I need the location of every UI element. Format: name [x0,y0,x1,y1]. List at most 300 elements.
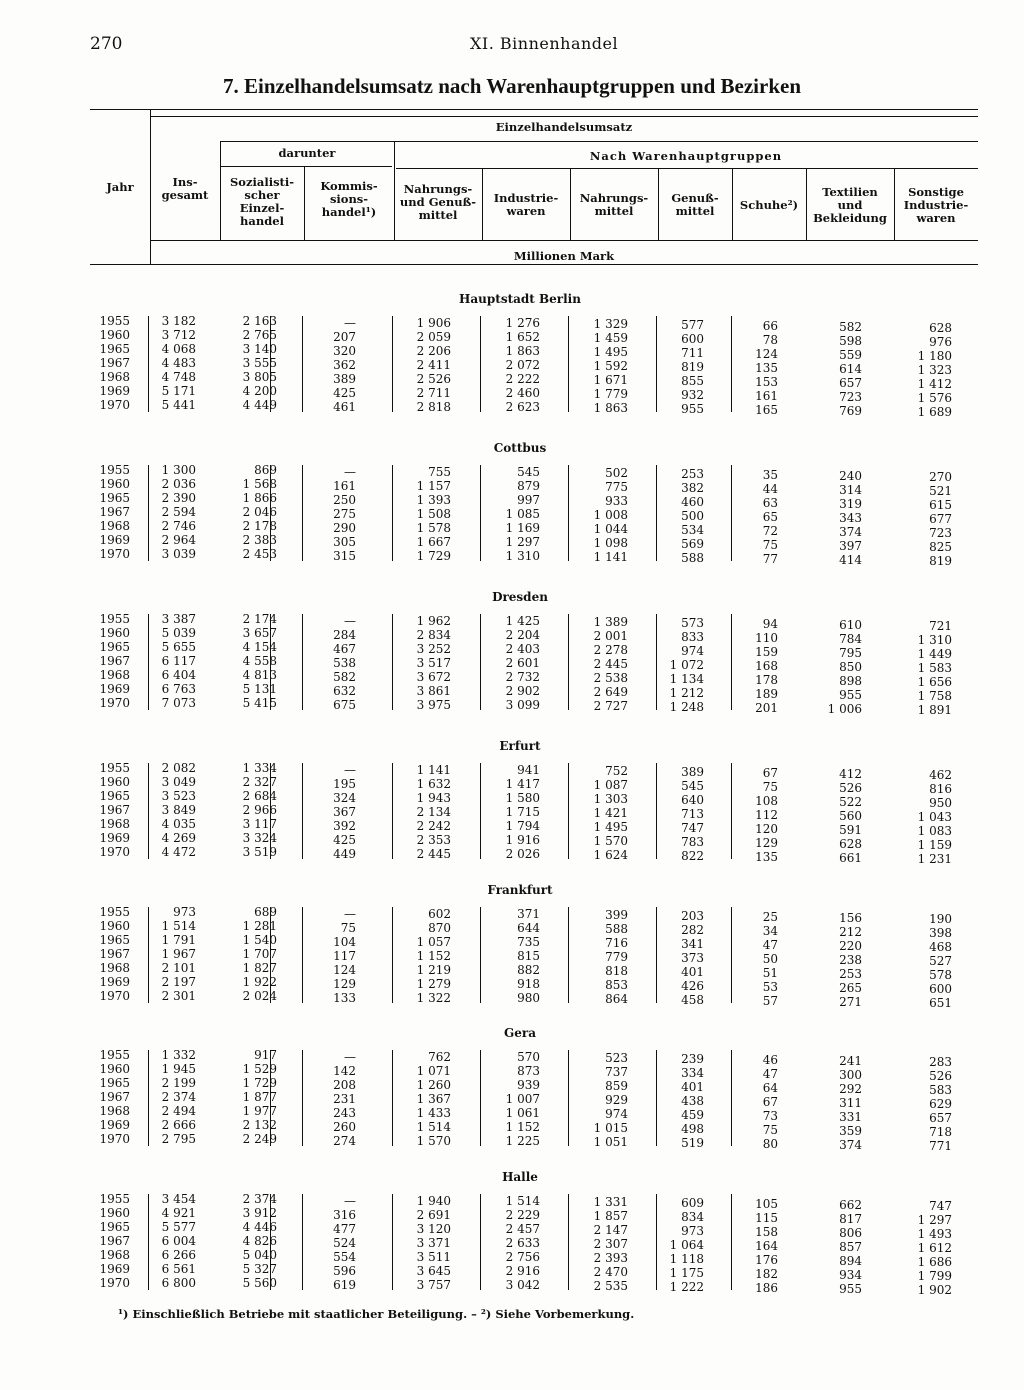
value-cell: 1 667 [416,535,451,549]
value-cell: 129 [755,836,778,850]
value-cell: 135 [755,361,778,375]
value-cell: 392 [333,819,356,833]
value-cell: 632 [333,684,356,698]
year-cell: 1970 [99,1132,130,1146]
value-cell: 769 [839,404,862,418]
value-cell: 290 [333,521,356,535]
year-cell: 1968 [99,961,130,975]
value-cell: 3 371 [416,1236,451,1250]
year-cell: 1967 [99,654,130,668]
year-cell: 1955 [99,612,130,626]
value-cell: 869 [254,463,277,477]
value-cell: 689 [254,905,277,919]
value-cell: 108 [755,794,778,808]
year-cell: 1955 [99,314,130,328]
value-cell: 271 [839,995,862,1009]
value-cell: 320 [333,344,356,358]
value-cell: 461 [333,400,356,414]
value-cell: 186 [755,1281,778,1295]
value-cell: 1 043 [917,810,952,824]
value-cell: 628 [839,837,862,851]
header-rule-units [150,240,978,241]
value-cell: 389 [333,372,356,386]
value-cell: 755 [428,465,451,479]
value-cell: 1 331 [593,1195,628,1209]
value-cell: 1 791 [161,933,196,947]
year-cell: 1970 [99,547,130,561]
value-cell: 260 [333,1120,356,1134]
value-cell: 142 [333,1064,356,1078]
value-cell: 545 [681,779,704,793]
value-cell: 2 601 [505,656,540,670]
value-cell: 2 470 [593,1265,628,1279]
value-cell: 973 [173,905,196,919]
value-cell: 3 672 [416,670,451,684]
column-header: Kommis- sions- handel¹) [320,179,378,219]
value-cell: 110 [755,631,778,645]
value-cell: 934 [839,1268,862,1282]
value-cell: 371 [517,907,540,921]
header-rule-einzelhandel [150,116,978,117]
value-cell: 582 [333,670,356,684]
value-cell: 1 141 [416,763,451,777]
header-darunter: darunter [278,146,336,160]
year-cell: 1968 [99,668,130,682]
value-cell: 315 [333,549,356,563]
value-cell: 933 [605,494,628,508]
value-cell: 3 039 [161,547,196,561]
year-cell: 1969 [99,533,130,547]
value-cell: 2 393 [593,1251,628,1265]
value-cell: 588 [681,551,704,565]
value-cell: 2 082 [161,761,196,775]
value-cell: 112 [755,808,778,822]
value-cell: 382 [681,481,704,495]
value-cell: 677 [929,512,952,526]
value-cell: 1 578 [416,521,451,535]
value-cell: 2 132 [242,1118,277,1132]
value-cell: 1 916 [505,833,540,847]
value-cell: 467 [333,642,356,656]
value-cell: 974 [681,644,704,658]
value-cell: 657 [929,1111,952,1125]
header-einzelhandelsumsatz: Einzelhandelsumsatz [495,120,633,134]
value-cell: 5 415 [242,696,277,710]
district-heading: Cottbus [493,441,547,455]
district-heading: Halle [502,1170,538,1184]
value-cell: 374 [839,525,862,539]
value-cell: 2 301 [161,989,196,1003]
value-cell: 3 454 [161,1192,196,1206]
value-cell: 34 [762,924,778,938]
year-cell: 1967 [99,1234,130,1248]
year-cell: 1969 [99,975,130,989]
value-cell: 239 [681,1052,704,1066]
value-cell: 1 729 [242,1076,277,1090]
value-cell: 1 303 [593,792,628,806]
value-cell: 917 [254,1048,277,1062]
value-cell: 133 [333,991,356,1005]
value-cell: 747 [681,821,704,835]
value-cell: 3 117 [242,817,277,831]
value-cell: 857 [839,1240,862,1254]
value-cell: 207 [333,330,356,344]
column-header: Ins- gesamt [161,175,209,202]
column-header: Textilien und Bekleidung [813,185,887,225]
value-cell: 2 453 [242,547,277,561]
value-cell: 168 [755,659,778,673]
value-cell: 819 [681,360,704,374]
chapter-heading: XI. Binnenhandel [470,34,619,53]
value-cell: 7 073 [161,696,196,710]
value-cell: 2 691 [416,1208,451,1222]
value-cell: 2 633 [505,1236,540,1250]
value-cell: 1 624 [593,848,628,862]
value-cell: 4 200 [242,384,277,398]
value-cell: 238 [839,953,862,967]
district-heading: Hauptstadt Berlin [459,292,581,306]
value-cell: 1 652 [505,330,540,344]
value-cell: 498 [681,1122,704,1136]
value-cell: 50 [762,952,778,966]
value-cell: 859 [605,1079,628,1093]
value-cell: 1 514 [161,919,196,933]
value-cell: 3 042 [505,1278,540,1292]
value-cell: 459 [681,1108,704,1122]
value-cell: 4 826 [242,1234,277,1248]
value-cell: 1 044 [593,522,628,536]
value-cell: 389 [681,765,704,779]
value-cell: 241 [839,1054,862,1068]
value-cell: 600 [929,982,952,996]
value-cell: 2 411 [416,358,451,372]
value-cell: 220 [839,939,862,953]
value-cell: 2 374 [242,1192,277,1206]
value-cell: 2 072 [505,358,540,372]
value-cell: 1 393 [416,493,451,507]
value-cell: 1 689 [917,405,952,419]
value-cell: 526 [839,781,862,795]
value-cell: 3 049 [161,775,196,789]
value-cell: 2 026 [505,847,540,861]
value-cell: 1 225 [505,1134,540,1148]
value-cell: 2 307 [593,1237,628,1251]
value-cell: 5 577 [161,1220,196,1234]
value-cell: 1 632 [416,777,451,791]
value-cell: — [344,1050,356,1064]
value-cell: 723 [839,390,862,404]
value-cell: 3 912 [242,1206,277,1220]
value-cell: 591 [839,823,862,837]
value-cell: 1 006 [827,702,862,716]
value-cell: 3 099 [505,698,540,712]
value-cell: 46 [762,1053,778,1067]
value-cell: 1 580 [505,791,540,805]
value-cell: 72 [762,524,778,538]
value-cell: 545 [517,465,540,479]
value-cell: 80 [762,1137,778,1151]
value-cell: 1 940 [416,1194,451,1208]
district-heading: Frankfurt [487,883,553,897]
value-cell: 1 085 [505,507,540,521]
value-cell: 955 [839,1282,862,1296]
value-cell: 4 035 [161,817,196,831]
value-cell: 640 [681,793,704,807]
value-cell: 521 [929,484,952,498]
value-cell: 1 310 [917,633,952,647]
value-cell: 3 657 [242,626,277,640]
value-cell: 240 [839,469,862,483]
value-cell: 2 623 [505,400,540,414]
value-cell: 573 [681,616,704,630]
value-cell: 399 [605,908,628,922]
value-cell: 519 [681,1136,704,1150]
value-cell: 1 222 [669,1280,704,1294]
value-cell: 1 367 [416,1092,451,1106]
year-cell: 1965 [99,1076,130,1090]
value-cell: 524 [333,1236,356,1250]
value-cell: 1 412 [917,377,952,391]
value-cell: 583 [929,1083,952,1097]
value-cell: 414 [839,553,862,567]
year-cell: 1970 [99,398,130,412]
value-cell: 1 389 [593,615,628,629]
value-cell: 735 [517,935,540,949]
value-cell: 662 [839,1198,862,1212]
value-cell: 362 [333,358,356,372]
column-header: Nahrungs- mittel [579,191,649,218]
value-cell: 816 [929,782,952,796]
value-cell: 374 [839,1138,862,1152]
value-cell: — [344,763,356,777]
value-cell: 2 249 [242,1132,277,1146]
value-cell: 2 711 [416,386,451,400]
value-cell: 822 [681,849,704,863]
value-cell: 582 [839,320,862,334]
year-cell: 1960 [99,775,130,789]
value-cell: 1 169 [505,521,540,535]
value-cell: 762 [428,1050,451,1064]
value-cell: 3 252 [416,642,451,656]
value-cell: 401 [681,965,704,979]
value-cell: 5 171 [161,384,196,398]
value-cell: 1 449 [917,647,952,661]
year-cell: 1967 [99,505,130,519]
value-cell: 997 [517,493,540,507]
value-cell: 78 [762,333,778,347]
value-cell: 2 327 [242,775,277,789]
value-cell: 2 649 [593,685,628,699]
value-cell: 212 [839,925,862,939]
value-cell: 1 152 [505,1120,540,1134]
value-cell: 250 [333,493,356,507]
year-cell: 1968 [99,817,130,831]
column-header: Industrie- waren [493,191,559,218]
value-cell: 1 421 [593,806,628,820]
value-cell: 115 [755,1211,778,1225]
value-cell: 1 064 [669,1238,704,1252]
value-cell: 1 157 [416,479,451,493]
value-cell: 1 493 [917,1227,952,1241]
value-cell: 1 827 [242,961,277,975]
value-cell: 243 [333,1106,356,1120]
value-cell: 449 [333,847,356,861]
value-cell: 2 445 [593,657,628,671]
value-cell: 2 795 [161,1132,196,1146]
value-cell: 1 051 [593,1135,628,1149]
value-cell: 460 [681,495,704,509]
value-cell: 853 [605,978,628,992]
value-cell: 894 [839,1254,862,1268]
value-cell: 319 [839,497,862,511]
value-cell: 1 508 [416,507,451,521]
value-cell: 976 [929,335,952,349]
value-cell: 178 [755,673,778,687]
value-cell: 2 964 [161,533,196,547]
value-cell: 331 [839,1110,862,1124]
value-cell: 129 [333,977,356,991]
value-cell: 6 763 [161,682,196,696]
value-cell: 283 [929,1055,952,1069]
value-cell: 1 175 [669,1266,704,1280]
value-cell: 523 [605,1051,628,1065]
value-cell: 1 863 [505,344,540,358]
value-cell: 5 441 [161,398,196,412]
year-cell: 1968 [99,519,130,533]
value-cell: — [344,465,356,479]
value-cell: 864 [605,992,628,1006]
district-heading: Erfurt [499,739,541,753]
value-cell: 1 540 [242,933,277,947]
value-cell: 3 757 [416,1278,451,1292]
value-cell: 1 297 [917,1213,952,1227]
value-cell: 1 794 [505,819,540,833]
value-cell: 596 [333,1264,356,1278]
value-cell: 6 117 [161,654,196,668]
year-cell: 1968 [99,1104,130,1118]
value-cell: 334 [681,1066,704,1080]
value-cell: 1 180 [917,349,952,363]
district-heading: Dresden [492,590,548,604]
year-cell: 1960 [99,328,130,342]
value-cell: 2 902 [505,684,540,698]
value-cell: 4 921 [161,1206,196,1220]
year-cell: 1970 [99,696,130,710]
value-cell: 324 [333,791,356,805]
value-cell: 1 152 [416,949,451,963]
value-cell: 1 729 [416,549,451,563]
value-cell: 2 199 [161,1076,196,1090]
value-cell: 253 [681,467,704,481]
header-top-rule [90,109,978,110]
value-cell: 1 495 [593,345,628,359]
value-cell: 6 266 [161,1248,196,1262]
year-cell: 1969 [99,1118,130,1132]
value-cell: 161 [333,479,356,493]
value-cell: 3 712 [161,328,196,342]
value-cell: 305 [333,535,356,549]
value-cell: 5 655 [161,640,196,654]
value-cell: 67 [762,1095,778,1109]
value-cell: 314 [839,483,862,497]
value-cell: 2 403 [505,642,540,656]
value-cell: 1 098 [593,536,628,550]
value-cell: 955 [839,688,862,702]
value-cell: 2 494 [161,1104,196,1118]
value-cell: 203 [681,909,704,923]
value-cell: 554 [333,1250,356,1264]
value-cell: 1 977 [242,1104,277,1118]
value-cell: 274 [333,1134,356,1148]
column-header: Nahrungs- und Genuß- mittel [399,182,477,222]
value-cell: 282 [681,923,704,937]
value-cell: 1 866 [242,491,277,505]
value-cell: 75 [340,921,356,935]
value-cell: 124 [755,347,778,361]
value-cell: 124 [333,963,356,977]
value-cell: 120 [755,822,778,836]
value-cell: 425 [333,833,356,847]
value-cell: 675 [333,698,356,712]
value-cell: 1 583 [917,661,952,675]
value-cell: 932 [681,388,704,402]
value-cell: 1 087 [593,778,628,792]
value-cell: 775 [605,480,628,494]
value-cell: 1 083 [917,824,952,838]
year-cell: 1965 [99,342,130,356]
value-cell: 1 715 [505,805,540,819]
value-cell: 75 [762,1123,778,1137]
value-cell: 569 [681,537,704,551]
value-cell: 176 [755,1253,778,1267]
value-cell: 2 206 [416,344,451,358]
value-cell: 4 748 [161,370,196,384]
value-cell: 1 425 [505,614,540,628]
value-cell: 2 163 [242,314,277,328]
value-cell: 2 178 [242,519,277,533]
value-cell: 359 [839,1124,862,1138]
value-cell: 265 [839,981,862,995]
value-cell: 94 [762,617,778,631]
column-header: Sonstige Industrie- waren [903,185,969,225]
value-cell: 164 [755,1239,778,1253]
value-cell: 2 001 [593,629,628,643]
year-cell: 1960 [99,919,130,933]
year-cell: 1967 [99,803,130,817]
value-cell: 1 061 [505,1106,540,1120]
value-cell: 1 297 [505,535,540,549]
value-cell: 2 460 [505,386,540,400]
value-cell: 426 [681,979,704,993]
value-cell: 1 322 [416,991,451,1005]
value-cell: 2 684 [242,789,277,803]
value-cell: 500 [681,509,704,523]
value-cell: — [344,316,356,330]
value-cell: 182 [755,1267,778,1281]
value-cell: 526 [929,1069,952,1083]
value-cell: 316 [333,1208,356,1222]
value-cell: 1 248 [669,700,704,714]
value-cell: 2 445 [416,847,451,861]
value-cell: 602 [428,907,451,921]
value-cell: 292 [839,1082,862,1096]
year-cell: 1955 [99,905,130,919]
value-cell: 47 [762,938,778,952]
value-cell: 615 [929,498,952,512]
value-cell: 918 [517,977,540,991]
value-cell: 1 141 [593,550,628,564]
year-cell: 1960 [99,1206,130,1220]
